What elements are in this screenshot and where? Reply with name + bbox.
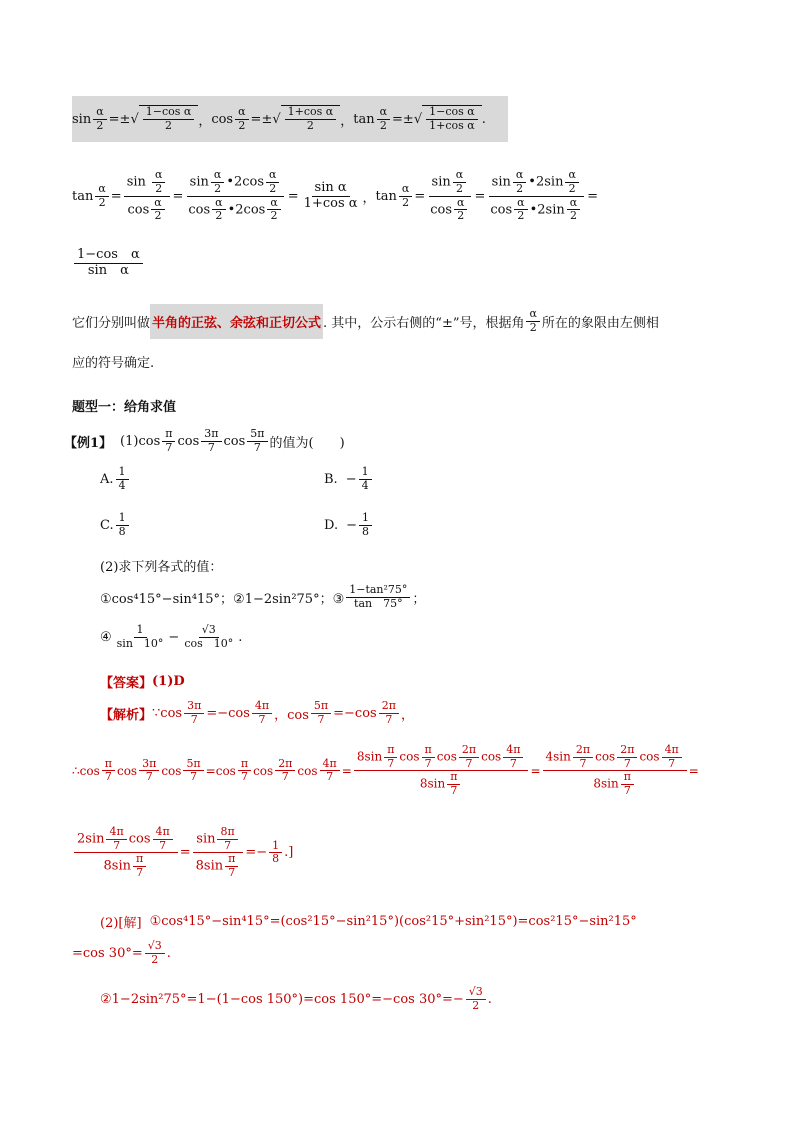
example-label: 【例1】 <box>64 435 113 451</box>
solution-2-2: ②1−2sin²75°=1−(1−cos 150°)=cos 150°=−cos 30°=− $\frac{√3}{2}$ . <box>100 985 492 1012</box>
answer-line <box>100 672 185 691</box>
example-1-part-1: 【例1】 (1) cos π 7 cos 3π 7 cos 5π 7 的值为( ) <box>64 427 345 454</box>
example-1-item-4: ④ 1 sin 10° − $\frac{√3}{\cos 10^\circ}$ . <box>100 623 243 650</box>
intro-suffix-2: 所在的象限由左侧相 <box>541 316 659 331</box>
formula-name-highlight: 半角的正弦、余弦和正切公式 <box>150 304 323 339</box>
section-title: 题型一：给角求值 <box>72 400 177 415</box>
solution-2-1: (2)[解] ①cos⁴15°−sin⁴15°=(cos²15°−sin²15°)(cos²15°+sin²15°)=cos²15°−sin²15° <box>100 914 637 931</box>
analysis-line-1: 【解析】 ∵cos $\frac{3\pi}{7}$ =−cos 4π 7 ，cos $\frac{5\pi}{7}$ =−cos 2π 7 ， <box>100 699 414 726</box>
half-angle-formulas: sin $\frac{\alpha}{2}$ =± √ $\frac{\text{1−cos α}}{2}$ ， cos $\frac{\alpha}{2}$ =± √ $\frac{\text{1+cos α}}{2}$ ， tan $\frac{\alpha}{2}$ =± √ $\frac{\text{1−cos α}}{\text{1+cos α}}$ . <box>72 104 486 132</box>
intro-line-2: 应的符号确定. <box>72 356 155 371</box>
option-d: D. − $\frac{1}{8}$ <box>324 512 374 538</box>
example-1-items: ①cos⁴15°−sin⁴15°；②1−2sin²75°；③ 1−tan²75° tan 75° ； <box>100 583 426 610</box>
answer-label: 【答案】 <box>100 676 153 691</box>
option-b: B. − $\frac{1}{4}$ <box>324 466 374 492</box>
analysis-line-3: 2sin $\frac{4\pi}{7}$ cos $\frac{4\pi}{7}$ 8sin $\frac{\pi}{7}$ = sin $\frac{8\pi}{7}$ 8sin $\frac{\pi}{7}$ =− $\frac{1}{8}$ .] <box>72 826 293 880</box>
intro-line-1: 它们分别叫做 半角的正弦、余弦和正切公式 . 其中，公示右侧的“±”号，根据角 α 2 所在的象限由左侧相 <box>72 304 659 339</box>
tan-half-result: 1−cos α sin α <box>72 248 145 279</box>
solution-2-label: (2)[解] <box>100 916 142 931</box>
analysis-label: 【解析】 <box>100 707 153 723</box>
intro-prefix: 它们分别叫做 <box>72 316 151 331</box>
example-1-part-2: (2)求下列各式的值： <box>100 560 223 575</box>
answer-value: (1)D <box>152 674 185 689</box>
tan-half-identities: tan $\frac{\alpha}{2}$ = sin $\frac{\alpha}{2}$ cos $\frac{\alpha}{2}$ = sin $\frac{\alpha}{2}$ •2cos $\frac{\alpha}{2}$ cos $\frac{\alpha}{2}$ •2cos $\frac{\alpha}{2}$ = $\frac{\text{sin α}}{\text{1+cos α}}$ ， tan $\frac{\alpha}{2}$ = sin $\frac{\alpha}{2}$ cos $\frac{\alpha}{2}$ = sin $\frac{\alpha}{2}$ •2sin $\frac{\alpha}{2}$ cos $\frac{\alpha}{2}$ •2sin $\frac{\alpha}{2}$ = <box>72 168 599 223</box>
intro-suffix: . 其中，公示右侧的“±”号，根据角 <box>323 316 525 331</box>
solution-2-1-result: =cos 30°= $\frac{√3}{2}$ . <box>72 939 171 966</box>
option-c: C. 1 8 <box>100 512 131 538</box>
analysis-line-2: ∴cos π 7 cos 3π 7 cos $\frac{5\pi}{7}$ =cos π 7 cos 2π 7 cos $\frac{4\pi}{7}$ = 8sin $\frac{\pi}{7}$ cos $\frac{\pi}{7}$ cos $\frac{2\pi}{7}$ cos $\frac{4\pi}{7}$ 8sin $\frac{\pi}{7}$ = 4sin $\frac{2\pi}{7}$ cos $\frac{2\pi}{7}$ cos $\frac{4\pi}{7}$ 8sin $\frac{\pi}{7}$ = <box>72 743 699 797</box>
option-a: A. 1 4 <box>100 466 131 492</box>
